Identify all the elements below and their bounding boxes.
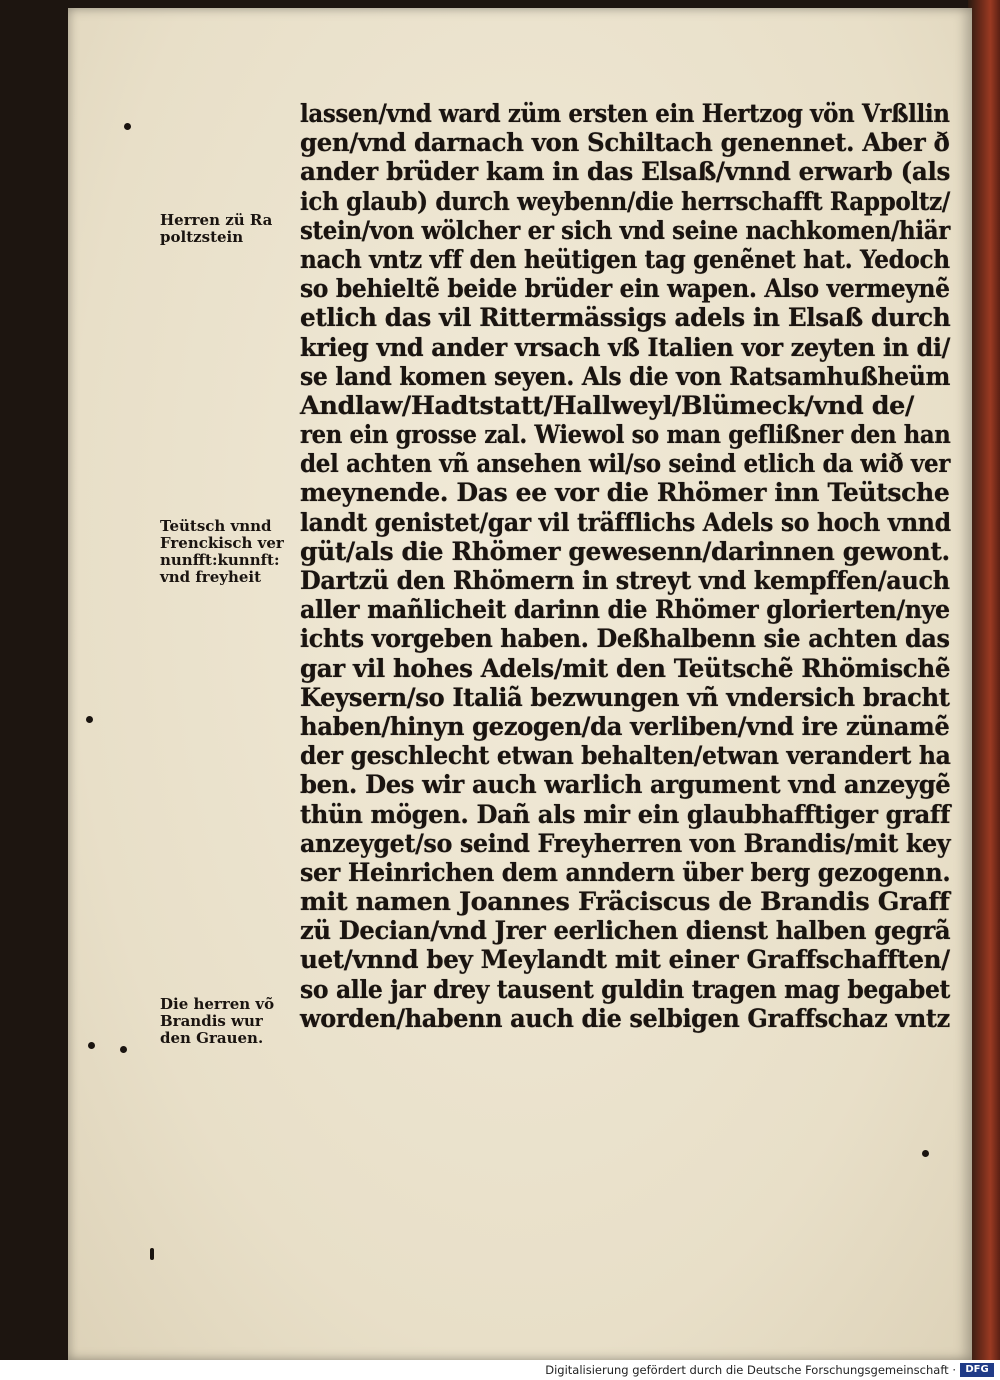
marginal-note-teutsch xyxy=(160,518,284,586)
text-line: gen/vnd darnach von Schiltach genennet. Aber ð xyxy=(300,128,950,159)
text-line: so alle jar drey tausent guldin tragen mag begabet xyxy=(300,974,951,1005)
margin-dot xyxy=(88,1042,95,1049)
text-line: ichts vorgeben haben. Deßhalbenn sie achten das xyxy=(300,624,950,655)
text-line: ben. Des wir auch warlich argument vnd anzeygẽ xyxy=(300,770,951,801)
text-line: meynende. Das ee vor die Rhömer inn Teütsche xyxy=(300,478,950,509)
text-line: del achten vñ ansehen wil/so seind etlich da wið ver xyxy=(300,449,951,480)
main-text-block xyxy=(300,100,960,1034)
text-line: zü Decian/vnd Jrer eerlichen dienst halben gegrã xyxy=(300,916,951,947)
dfg-logo-icon: DFG xyxy=(960,1363,994,1377)
marginal-line: Brandis wur xyxy=(160,1012,263,1030)
text-line: krieg vnd ander vrsach vß Italien vor zeyten in di/ xyxy=(300,332,950,363)
marginal-note-brandis xyxy=(160,996,274,1047)
text-line: stein/von wölcher er sich vnd seine nachkomen/hiär xyxy=(300,215,950,246)
footer-bar xyxy=(0,1360,1000,1380)
text-line: mit namen Joannes Fräciscus de Brandis Graff xyxy=(300,887,950,918)
footer-credit: Digitalisierung gefördert durch die Deutsche Forschungsgemeinschaft · xyxy=(545,1363,956,1377)
text-line: se land komen seyen. Als die von Ratsamhußheüm xyxy=(300,361,950,392)
text-line: ich glaub) durch weybenn/die herrschafft Rappoltz/ xyxy=(300,186,950,217)
text-line: ander brüder kam in das Elsaß/vnnd erwarb (als xyxy=(300,157,950,188)
text-line: etlich das vil Rittermässigs adels in Elsaß durch xyxy=(300,303,951,334)
text-line: Keysern/so Italiã bezwungen vñ vndersich bracht xyxy=(300,682,950,713)
marginal-line: nunfft:kunnft: xyxy=(160,551,280,569)
text-line: haben/hinyn gezogen/da verliben/vnd ire zünamẽ xyxy=(300,711,950,742)
margin-dot xyxy=(150,1248,154,1260)
margin-dot xyxy=(124,123,131,130)
text-line: Andlaw/Hadtstatt/Hallweyl/Blümeck/vnd de/ xyxy=(300,390,914,421)
text-line: ser Heinrichen dem anndern über berg gezogenn. xyxy=(300,857,951,888)
text-line: aller mañlicheit darinn die Rhömer glorierten/nye xyxy=(300,595,950,626)
text-line: nach vntz vff den heütigen tag genẽnet hat. Yedoch xyxy=(300,244,950,275)
text-line: Dartzü den Rhömern in streyt vnd kempffen/auch xyxy=(300,566,950,596)
text-line: uet/vnnd bey Meylandt mit einer Graffschafften/ xyxy=(300,945,950,976)
marginal-note-rappoltzstein xyxy=(160,212,272,246)
text-line: anzeyget/so seind Freyherren von Brandis/mit key xyxy=(300,828,951,859)
text-line: thün mögen. Dañ als mir ein glaubhafftiger graff xyxy=(300,799,950,830)
text-line: so behieltẽ beide brüder ein wapen. Also vermeynẽ xyxy=(300,274,950,305)
marginal-line: Die herren võ xyxy=(160,995,275,1013)
text-line: lassen/vnd ward züm ersten ein Hertzog vön Vrßllin xyxy=(300,99,950,129)
margin-dot xyxy=(922,1150,929,1157)
marginal-line: vnd freyheit xyxy=(160,568,262,586)
marginal-line: Herren zü Ra xyxy=(160,211,273,229)
marginal-line: den Grauen. xyxy=(160,1029,264,1047)
marginal-line: Teütsch vnnd xyxy=(160,517,272,535)
text-line: gar vil hohes Adels/mit den Teütschẽ Rhömischẽ xyxy=(300,653,951,684)
text-line: ren ein grosse zal. Wiewol so man geflißner den han xyxy=(300,420,951,451)
margin-dot xyxy=(120,1046,127,1053)
book-spine xyxy=(968,0,1000,1360)
margin-dot xyxy=(86,716,93,723)
marginal-line: poltzstein xyxy=(160,228,244,246)
marginal-line: Frenckisch ver xyxy=(160,534,284,552)
text-line: landt genistet/gar vil träfflichs Adels so hoch vnnd xyxy=(300,507,951,538)
text-line: güt/als die Rhömer gewesenn/darinnen gewont. xyxy=(300,536,950,567)
text-line: der geschlecht etwan behalten/etwan verandert ha xyxy=(300,741,951,772)
text-line: worden/habenn auch die selbigen Graffschaz vntz xyxy=(300,1003,950,1034)
